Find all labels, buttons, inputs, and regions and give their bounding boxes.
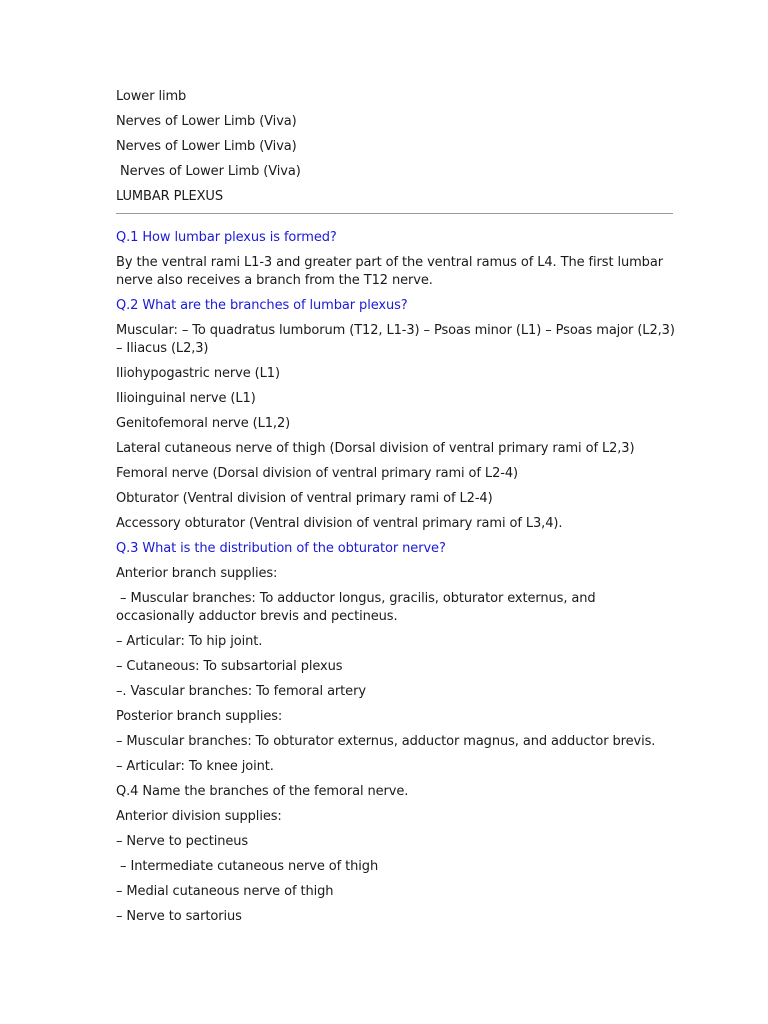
answer-4-item: Anterior division supplies: <box>116 809 282 824</box>
answer-3-item: Anterior branch supplies: <box>116 566 278 581</box>
answer-3-item: –. Vascular branches: To femoral artery <box>116 684 366 699</box>
subtitle-line: Nerves of Lower Limb (Viva) <box>116 114 297 129</box>
section-title: LUMBAR PLEXUS <box>116 189 223 204</box>
answer-2-item: Iliohypogastric nerve (L1) <box>116 366 280 381</box>
question-2: Q.2 What are the branches of lumbar plexus? <box>116 298 408 313</box>
answer-2-item: Ilioinguinal nerve (L1) <box>116 391 256 406</box>
answer-3-item: – Cutaneous: To subsartorial plexus <box>116 659 343 674</box>
subtitle-line: Nerves of Lower Limb (Viva) <box>116 164 301 179</box>
answer-2-item: Genitofemoral nerve (L1,2) <box>116 416 291 431</box>
answer-3-item: – Articular: To knee joint. <box>116 759 274 774</box>
answer-3-item: Posterior branch supplies: <box>116 709 283 724</box>
answer-3-item: – Articular: To hip joint. <box>116 634 263 649</box>
answer-2-item: Obturator (Ventral division of ventral primary rami of L2-4) <box>116 491 493 506</box>
answer-4-item: – Nerve to sartorius <box>116 909 242 924</box>
subtitle-line: Nerves of Lower Limb (Viva) <box>116 139 297 154</box>
question-3: Q.3 What is the distribution of the obturator nerve? <box>116 541 446 556</box>
question-4: Q.4 Name the branches of the femoral nerve. <box>116 784 409 799</box>
section-divider <box>116 213 673 214</box>
title-line: Lower limb <box>116 89 187 104</box>
answer-4-item: – Nerve to pectineus <box>116 834 249 849</box>
answer-2-item: Lateral cutaneous nerve of thigh (Dorsal division of ventral primary rami of L2,3) <box>116 441 635 456</box>
answer-2-item: Muscular: – To quadratus lumborum (T12, L1-3) – Psoas minor (L1) – Psoas major (L2,3) – Iliacus (L2,3) <box>116 323 679 356</box>
answer-3-item: – Muscular branches: To obturator externus, adductor magnus, and adductor brevis. <box>116 734 656 749</box>
answer-3-item: – Muscular branches: To adductor longus, gracilis, obturator externus, and occasionally adductor brevis and pectineus. <box>116 591 600 624</box>
answer-4-item: – Medial cutaneous nerve of thigh <box>116 884 334 899</box>
document-page <box>116 88 679 933</box>
answer-1: By the ventral rami L1-3 and greater part of the ventral ramus of L4. The first lumbar nerve also receives a branch from the T12 nerve. <box>116 255 667 288</box>
answer-2-item: Accessory obturator (Ventral division of ventral primary rami of L3,4). <box>116 516 563 531</box>
answer-4-item: – Intermediate cutaneous nerve of thigh <box>116 859 379 874</box>
question-1: Q.1 How lumbar plexus is formed? <box>116 230 337 245</box>
answer-2-item: Femoral nerve (Dorsal division of ventral primary rami of L2-4) <box>116 466 518 481</box>
